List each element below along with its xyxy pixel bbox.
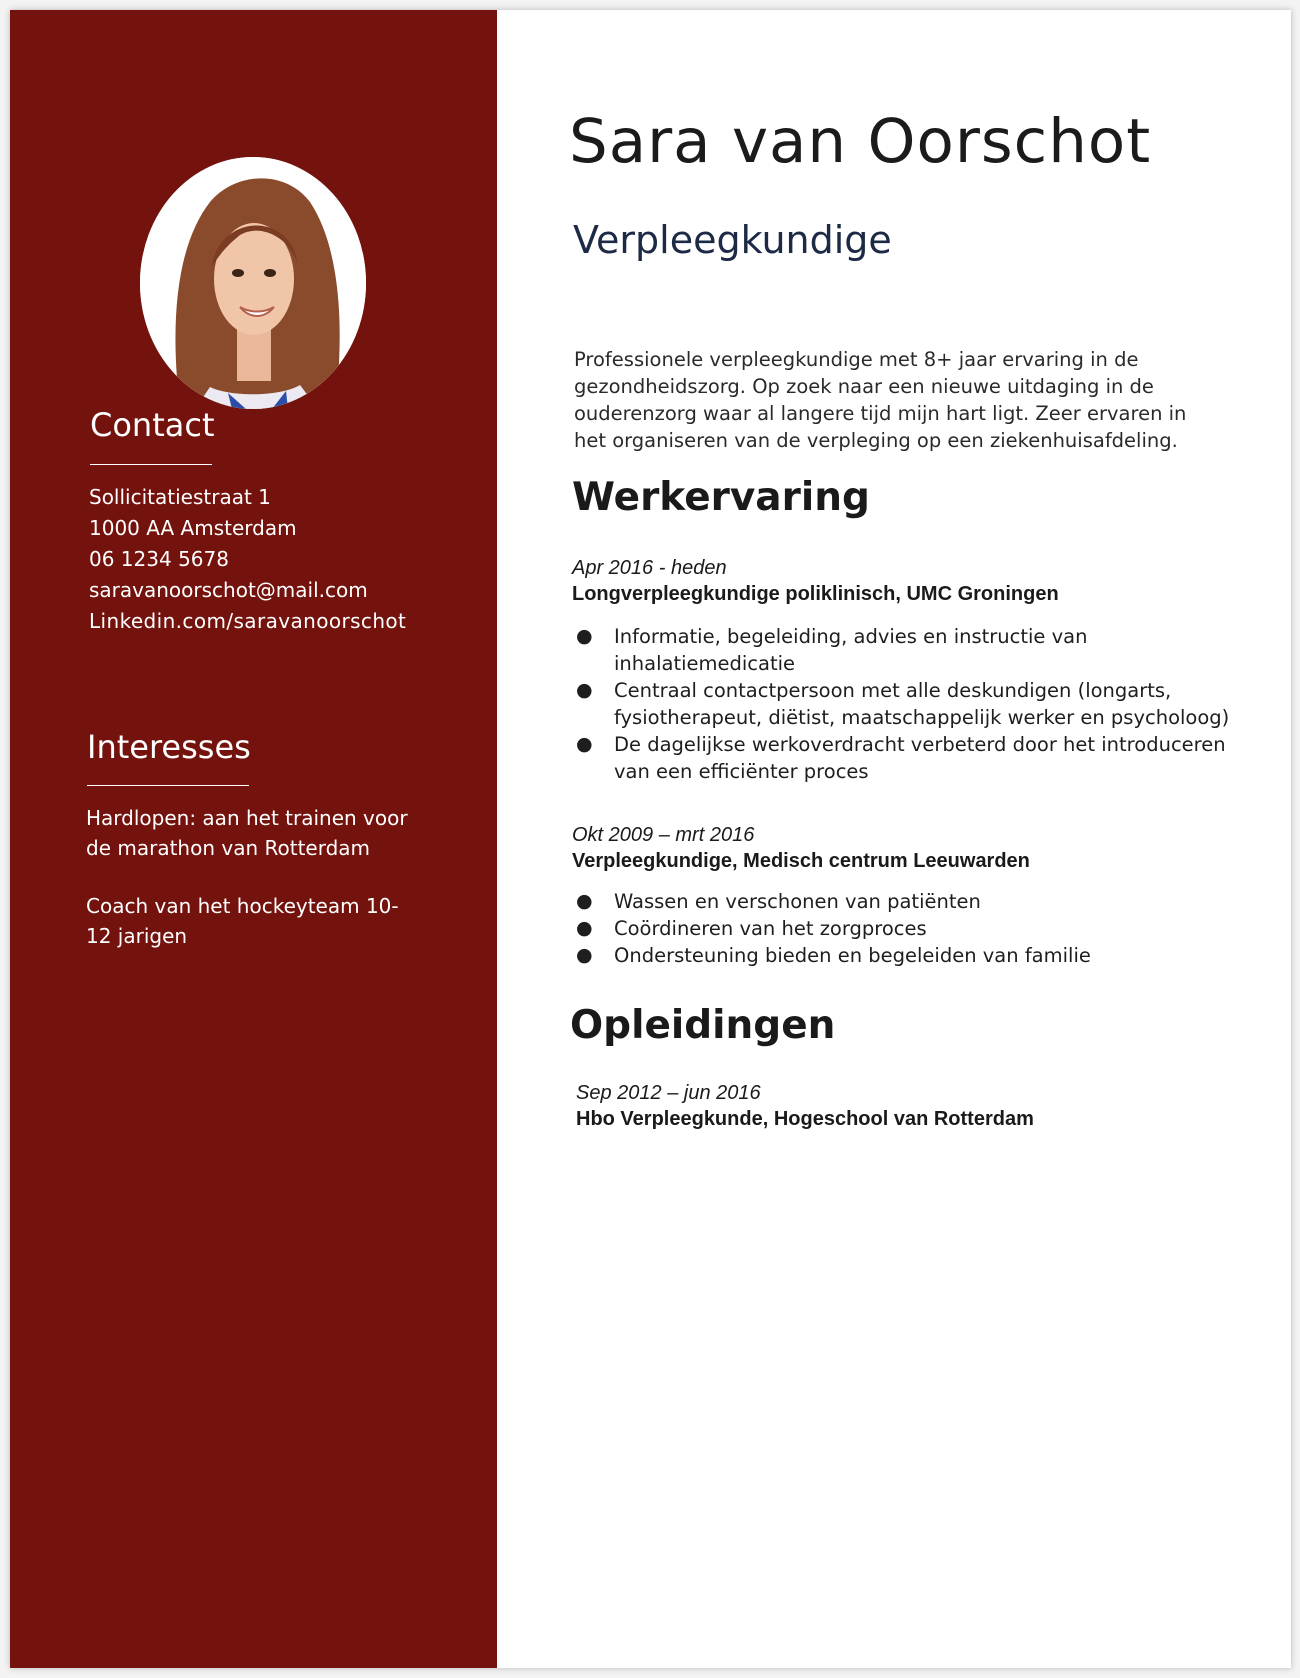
bullet-icon: ●	[576, 890, 593, 912]
address-line: Sollicitatiestraat 1	[89, 485, 271, 509]
bullet-text: De dagelijkse werkoverdracht verbeterd door het introduceren van een efficiënter proces	[614, 733, 1226, 783]
bullet-text: Informatie, begeleiding, advies en instructie van inhalatiemedicatie	[614, 625, 1088, 675]
interests-list	[86, 803, 416, 979]
list-item	[572, 731, 1252, 785]
profile-photo	[140, 157, 366, 409]
sidebar	[10, 10, 497, 1668]
bullet-text: Wassen en verschonen van patiënten	[614, 890, 981, 913]
job-title: Verpleegkundige, Medisch centrum Leeuwarden	[572, 850, 1030, 872]
experience-heading: Werkervaring	[572, 475, 870, 520]
resume-page	[10, 10, 1291, 1668]
education-heading: Opleidingen	[570, 1003, 836, 1048]
bullet-icon: ●	[576, 917, 593, 939]
contact-block	[89, 482, 406, 637]
job-title: Longverpleegkundige poliklinisch, UMC Groningen	[572, 583, 1059, 605]
job-bullets	[572, 623, 1252, 785]
bullet-text: Centraal contactpersoon met alle deskundigen (longarts, fysiotherapeut, diëtist, maatschappelijk werker en psycholoog)	[614, 679, 1230, 729]
contact-heading: Contact	[90, 406, 215, 444]
job-entry	[572, 822, 1252, 969]
city-line: 1000 AA Amsterdam	[89, 516, 297, 540]
education-entry	[576, 1080, 1256, 1132]
phone-number: 06 1234 5678	[89, 547, 229, 571]
portrait-image	[140, 157, 366, 409]
list-item	[572, 915, 1252, 942]
interest-item: Coach van het hockeyteam 10-12 jarigen	[86, 894, 399, 948]
contact-divider	[90, 464, 212, 465]
main-content	[497, 10, 1291, 1668]
email-address: saravanoorschot@mail.com	[89, 578, 368, 602]
bullet-icon: ●	[576, 625, 593, 647]
job-role: Verpleegkundige	[573, 218, 892, 262]
bullet-icon: ●	[576, 944, 593, 966]
job-bullets	[572, 888, 1252, 969]
profile-summary: Professionele verpleegkundige met 8+ jaar ervaring in de gezondheidszorg. Op zoek naar een nieuwe uitdaging in de ouderenzorg waar al langere tijd mijn hart ligt. Zeer ervaren in het organiseren van de verpleging op een ziekenhuisafdeling.	[574, 348, 1187, 452]
list-item	[572, 677, 1252, 731]
job-entry	[572, 555, 1252, 785]
education-date: Sep 2012 – jun 2016	[576, 1082, 761, 1104]
list-item	[572, 888, 1252, 915]
job-date: Apr 2016 - heden	[572, 557, 727, 579]
full-name: Sara van Oorschot	[569, 106, 1152, 177]
job-date: Okt 2009 – mrt 2016	[572, 824, 755, 846]
interests-divider	[87, 785, 249, 786]
list-item	[572, 942, 1252, 969]
interest-item: Hardlopen: aan het trainen voor de marathon van Rotterdam	[86, 806, 408, 860]
bullet-icon: ●	[576, 679, 593, 701]
bullet-icon: ●	[576, 733, 593, 755]
interests-heading: Interesses	[87, 728, 251, 766]
list-item	[572, 623, 1252, 677]
bullet-text: Ondersteuning bieden en begeleiden van familie	[614, 944, 1091, 967]
education-title: Hbo Verpleegkunde, Hogeschool van Rotterdam	[576, 1108, 1034, 1130]
linkedin-link: Linkedin.com/saravanoorschot	[89, 609, 407, 633]
bullet-text: Coördineren van het zorgproces	[614, 917, 927, 940]
